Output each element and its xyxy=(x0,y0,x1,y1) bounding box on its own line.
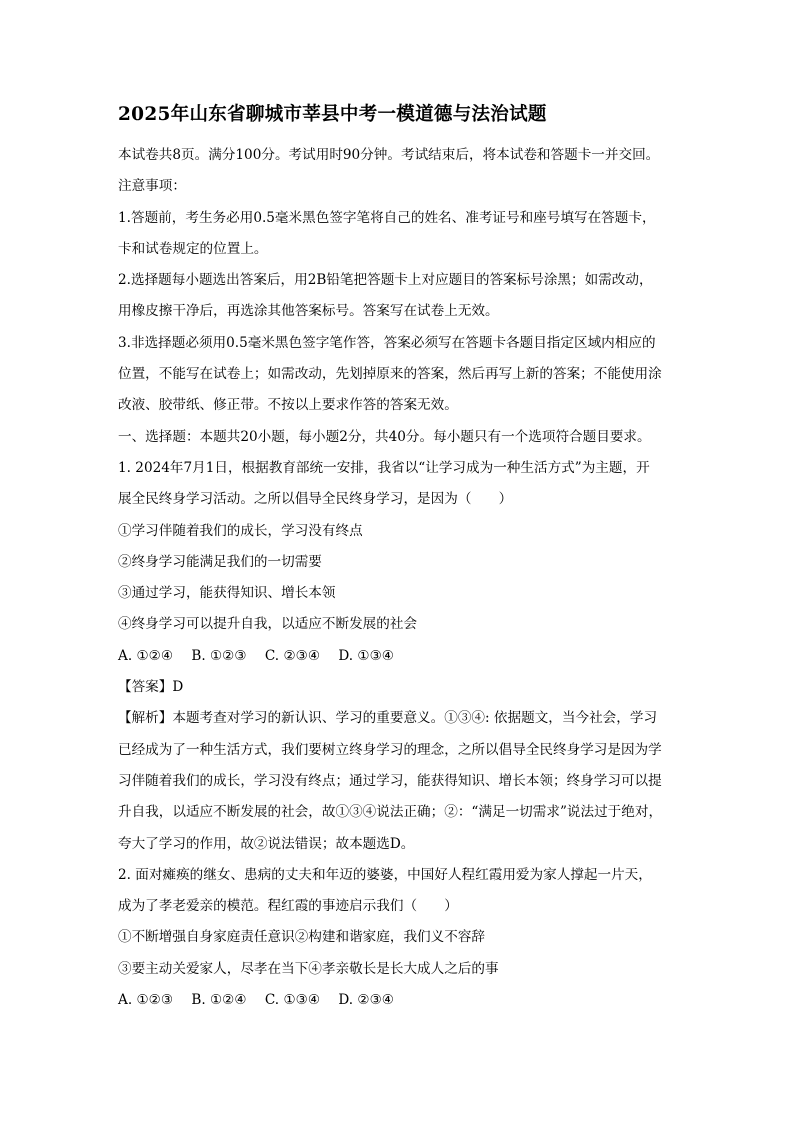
q1-analysis-line-5: 夸大了学习的作用，故②说法错误；故本题选D。 xyxy=(118,835,415,852)
q1-statement-1: ①学习伴随着我们的成长，学习没有终点 xyxy=(118,522,363,539)
intro-text: 本试卷共8页。满分100分。考试用时90分钟。考试结束后，将本试卷和答题卡一并交回。 xyxy=(118,147,660,163)
q1-statement-2: ②终身学习能满足我们的一切需要 xyxy=(118,553,322,570)
q2-option-a: A. ①②③ xyxy=(118,992,174,1009)
q1-analysis-line-4: 升自我，以适应不断发展的社会，故①③④说法正确；②：“满足一切需求”说法过于绝对， xyxy=(118,804,663,821)
q1-statement-4: ④终身学习可以提升自我，以适应不断发展的社会 xyxy=(118,616,418,633)
q2-stem-line-1: 2. 面对瘫痪的继女、患病的丈夫和年迈的婆婆，中国好人程红霞用爱为家人撑起一片天， xyxy=(118,866,652,883)
page-title: 2025年山东省聊城市莘县中考一模道德与法治试题 xyxy=(118,104,547,125)
q1-stem-line-2: 展全民终身学习活动。之所以倡导全民终身学习，是因为（ ） xyxy=(118,491,513,508)
q2-statements-1-2: ①不断增强自身家庭责任意识②构建和谐家庭，我们义不容辞 xyxy=(118,929,486,946)
q2-options xyxy=(118,985,688,1016)
q2-option-c: C. ①③④ xyxy=(264,992,321,1009)
notes-heading: 注意事项： xyxy=(118,178,186,195)
analysis-text-1: 本题考查对学习的新认识、学习的重要意义。①③④: 依据题文，当今社会，学习 xyxy=(172,710,658,727)
q1-answer: 【答案】D xyxy=(118,679,184,696)
q1-analysis-line-2: 已经成为了一种生活方式，我们要树立终身学习的理念，之所以倡导全民终身学习是因为学 xyxy=(118,741,662,758)
q1-option-c: C. ②③④ xyxy=(264,647,321,664)
q2-option-d: D. ②③④ xyxy=(338,992,394,1009)
note-2-line-2: 用橡皮擦干净后，再选涂其他答案标号。答案写在试卷上无效。 xyxy=(118,303,499,320)
q2-stem-line-2: 成为了孝老爱亲的模范。程红霞的事迹启示我们（ ） xyxy=(118,898,458,915)
note-3-line-1: 3.非选择题必须用0.5毫米黑色签字笔作答，答案必须写在答题卡各题目指定区域内相应的 xyxy=(118,334,656,351)
q2-statements-3-4: ③要主动关爱家人，尽孝在当下④孝亲敬长是长大成人之后的事 xyxy=(118,960,499,977)
q1-analysis-line-1 xyxy=(118,703,688,734)
analysis-label: 【解析】 xyxy=(118,710,173,727)
note-1-line-1: 1.答题前，考生务必用0.5毫米黑色签字笔将自己的姓名、准考证号和座号填写在答题卡， xyxy=(118,209,656,226)
q1-analysis-line-3: 习伴随着我们的成长，学习没有终点；通过学习，能获得知识、增长本领；终身学习可以提 xyxy=(118,772,662,789)
note-3-line-3: 改液、胶带纸、修正带。不按以上要求作答的答案无效。 xyxy=(118,397,458,414)
q1-statement-3: ③通过学习，能获得知识、增长本领 xyxy=(118,585,336,602)
q1-option-b: B. ①②③ xyxy=(191,647,247,664)
note-1-line-2: 卡和试卷规定的位置上。 xyxy=(118,240,268,257)
section-heading: 一、选择题：本题共20小题，每小题2分，共40分。每小题只有一个选项符合题目要求。 xyxy=(118,428,651,445)
q1-options xyxy=(118,641,688,672)
note-2-line-1: 2.选择题每小题选出答案后，用2B铅笔把答题卡上对应题目的答案标号涂黑；如需改动， xyxy=(118,272,653,289)
q1-option-d: D. ①③④ xyxy=(338,647,394,664)
q1-stem-line-1: 1. 2024年7月1日，根据教育部统一安排，我省以“让学习成为一种生活方式”为主题，开 xyxy=(118,459,650,476)
note-3-line-2: 位置，不能写在试卷上；如需改动，先划掉原来的答案，然后再写上新的答案；不能使用涂 xyxy=(118,366,662,383)
document-page xyxy=(118,100,688,1016)
q1-option-a: A. ①②④ xyxy=(118,647,174,664)
q2-option-b: B. ①②④ xyxy=(191,992,247,1009)
